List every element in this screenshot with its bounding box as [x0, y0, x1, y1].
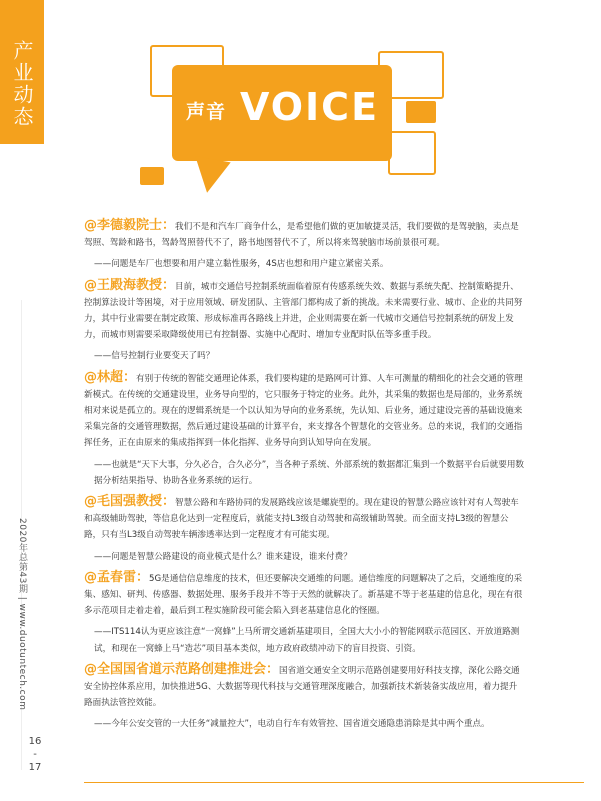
paragraph-text: 5G是通信信息维度的技术，但还要解决交通维的问题。通信维度的问题解决了之后，交通维度的采集、感知、研判、传感器、数据处理、服务手段并不等于天然的就解决了。新基建不等于老基建的信息化，现在有很多示范项目走着走着，最后到工程实施阶段可能会陷入到老基建信息化的怪圈。: [84, 573, 523, 617]
paragraph-text: 智慧公路和车路协同的发展路线应该是螺旋型的。现在建设的智慧公路应该针对有人驾驶车和高级辅助驾驶，等信息化达到一定程度后，就能支持L3级自动驾驶和高级辅助驾驶。而全面支持L3级的智慧公路，只有当L3级自动驾驶车辆渗透率达到一定程度才有可能实现。: [84, 498, 519, 541]
deco-bubble-small-right: [406, 101, 436, 123]
article-body: [84, 218, 524, 738]
section-tab: [0, 0, 44, 144]
comment-line: ——问题是车厂也想要和用户建立黏性服务，4S店也想和用户建立紧密关系。: [94, 259, 389, 270]
banner-title-en: VOICE: [240, 85, 380, 129]
paragraph-text: 目前，城市交通信号控制系统面临着原有传感系统失效、数据与系统失配、控制策略提升、控制算法设计等困境，对于应用领域、研发团队、主管部门都构成了新的挑战。未来需要行业、城市、企业的共同努力，其中行业需要在制定政策、形成标准再各路线上并进，企业则需要在新一代城市交通信号控制系统的研发上发力，而城市则需要采取降级使用已有控制器、实施中心配时、增加专业配时队伍等多重手段。: [84, 281, 523, 341]
paragraph-national-road-meeting: [84, 662, 524, 712]
paragraph-mao-guoqiang: [84, 494, 524, 544]
paragraph-meng-chunlei: [84, 570, 524, 620]
paragraph-text: 有别于传统的智能交通理论体系，我们要构建的是路网可计算、人车可测量的精细化的社会交通的管理新模式。在传统的交通建设里，业务导向型的，它只服务于特定的业务。此外，其采集的数据也是局部的，业务系统相对来说是孤立的。现在的逻辑系统是一个以认知为导向的业务系统，先认知、后业务，通过建设完善的基础设施来采集完备的交通管理数据，然后通过建设基础的计算平台，来支撑各个智慧化的交管业务。总的来说，我们的交通指挥任务，正在由原来的集成指挥到一体化指挥、业务导向到认知导向在发展。: [84, 373, 523, 449]
paragraph-text: 国省道交通安全文明示范路创建要用好科技支撑，深化公路交通安全协控体系应用，加快推进5G、大数据等现代科技与交通管理深度融合，加强新技术新装备实战应用，着力提升路面执法管控效能。: [84, 665, 520, 709]
comment-line: ——今年公安交管的一大任务“减量控大”，电动自行车有效管控、国省道交通隐患消除是其中两个重点。: [94, 719, 490, 730]
speaker-name: @王殿海教授：: [84, 277, 176, 293]
deco-bubble-small-left: [140, 167, 164, 185]
speech-bubble-tail: [189, 156, 230, 196]
speaker-name: @毛国强教授：: [84, 494, 176, 510]
speaker-name: @全国国省道示范路创建推进会：: [84, 661, 280, 677]
paragraph-lin-chao: [84, 370, 524, 452]
issue-and-website: 2020年总第43期 | www.duotuntech.com: [17, 518, 27, 711]
page-number-left: 16: [28, 736, 42, 747]
paragraph-li-deyi: [84, 218, 524, 251]
paragraph-text: 我们不是和汽车厂商争什么，是希望他们做的更加敏捷灵活，我们要做的是驾驶脑，卖点是驾照、驾龄和路书，驾龄驾照替代不了，路书地图替代不了，所以将来驾驶脑市场前景很可观。: [84, 222, 519, 249]
page-number-right: 17: [28, 762, 42, 773]
comment-line: ——问题是智慧公路建设的商业模式是什么？谁来建设，谁来付费？: [94, 551, 352, 562]
speaker-name: @孟春雷：: [84, 569, 150, 585]
speaker-name: @李德毅院士：: [84, 218, 176, 233]
comment-line: ——信号控制行业要变天了吗？: [94, 351, 215, 362]
banner-title-cn: 声音: [186, 101, 227, 123]
bottom-rule: [84, 782, 584, 783]
comment-line: ——ITS114认为更应该注意“一窝蜂”上马所谓交通新基建项目，全国大大小小的智能网联示范园区、开放道路测试，和现在一窝蜂上马“造芯”项目基本类似，地方政府政绩冲动下的盲目投资、引资。: [94, 627, 520, 654]
voice-banner: [150, 45, 460, 200]
page-number-sep: -: [33, 749, 37, 760]
page-numbers: [25, 735, 45, 774]
deco-bubble-outline-lower: [388, 131, 436, 175]
section-tab-label: 产业动态: [10, 40, 34, 128]
comment-line: ——也就是“天下大事，分久必合，合久必分”，当各种子系统、外部系统的数据都汇集到一个数据平台后就要用数据分析结果指导、协助各业务系统的运行。: [94, 459, 525, 486]
paragraph-wang-dianhai: [84, 278, 524, 344]
speaker-name: @林超：: [84, 369, 137, 385]
